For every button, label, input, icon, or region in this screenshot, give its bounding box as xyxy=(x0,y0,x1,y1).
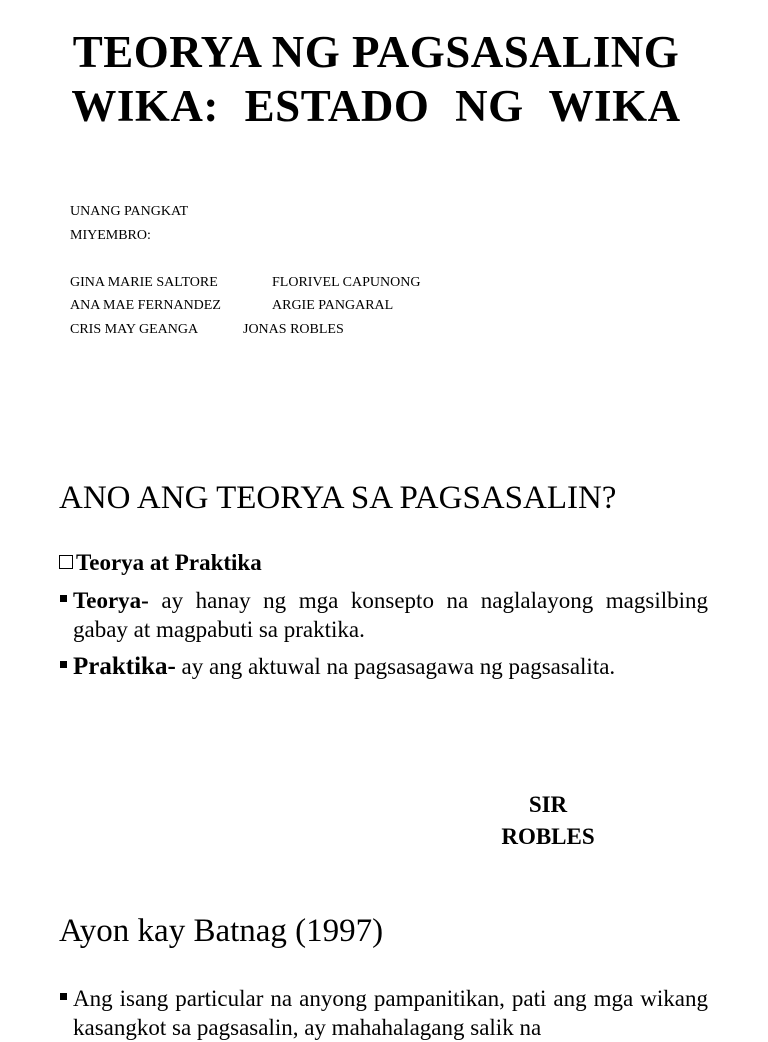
member-name: FLORIVEL CAPUNONG xyxy=(272,275,421,290)
member-name: GINA MARIE SALTORE xyxy=(70,275,218,290)
square-bullet-icon xyxy=(60,993,67,1000)
bullet-text xyxy=(73,586,708,644)
page-title-line-2: WIKA: ESTADO NG WIKA xyxy=(71,81,681,131)
definition-praktika: ay ang aktuwal na pagsasagawa ng pagsasalita. xyxy=(175,654,616,679)
instructor-title: SIR xyxy=(528,792,568,817)
term-teorya: Teorya- xyxy=(73,588,149,613)
section-heading-batnag: Ayon kay Batnag (1997) xyxy=(59,913,384,949)
member-name: ANA MAE FERNANDEZ xyxy=(70,298,221,313)
member-name: ARGIE PANGARAL xyxy=(272,298,394,313)
group-name: UNANG PANGKAT xyxy=(70,204,189,219)
page-title-line-1: TEORYA NG PAGSASALING xyxy=(72,27,680,77)
member-name: CRIS MAY GEANGA xyxy=(70,322,199,337)
subheading-teorya-praktika xyxy=(59,548,262,578)
bullet-text: Ang isang particular na anyong pampanitikan, pati ang mga wikang kasangkot sa pagsasalin, ay mahahalagang salik na xyxy=(73,986,708,1040)
subheading-text: Teorya at Praktika xyxy=(76,550,262,575)
instructor-name: ROBLES xyxy=(501,824,595,849)
list-item-teorya xyxy=(60,586,708,644)
term-praktika: Praktika- xyxy=(73,653,176,680)
list-item-batnag xyxy=(60,984,708,1042)
members-label: MIYEMBRO: xyxy=(70,228,151,243)
definition-teorya: ay hanay ng mga konsepto na naglalayong magsilbing gabay at magpabuti sa praktika. xyxy=(73,588,708,642)
checkbox-bullet-icon xyxy=(59,555,73,569)
list-item-praktika xyxy=(60,652,708,681)
square-bullet-icon xyxy=(60,661,67,668)
section-heading-teorya: ANO ANG TEORYA SA PAGSASALIN? xyxy=(59,480,617,516)
bullet-text xyxy=(73,652,708,681)
square-bullet-icon xyxy=(60,595,67,602)
member-name: JONAS ROBLES xyxy=(243,322,344,337)
